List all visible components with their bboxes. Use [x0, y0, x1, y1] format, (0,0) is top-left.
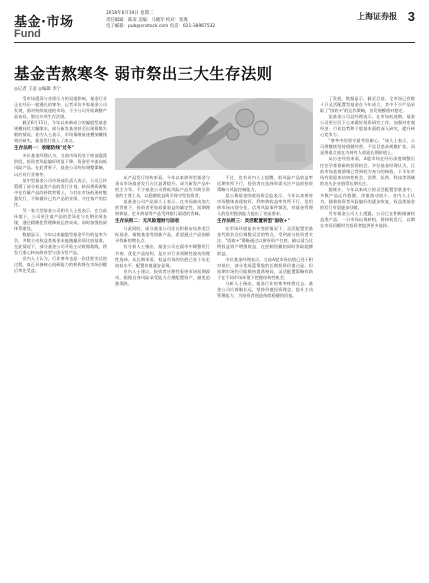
article-column-3: [217, 175, 313, 574]
paragraph: 与此同时，部分基金公司还在积极布局养老目标基金、指数基金等创新产品，希望通过产品创新寻找新的增长点。: [115, 226, 210, 244]
subhead-3: 生存法则三：灵活配置转型"固收+": [217, 219, 290, 225]
page-number: 3: [407, 9, 415, 24]
paragraph: 某公募基金固收投资总监表示，今年以来债券市场整体表现较好，利率债收益率有所下行，信用债市场出现分化，信用风险事件频发，对基金管理人的信用甄别能力提出了更高要求。: [217, 193, 313, 217]
paragraph: 某中型基金公司市场部负责人表示，公司已经暂缓了部分权益类产品的发行计划，转而将资源集中在存量产品的持续营销上。与其在市场低迷时勉强发行，不如做好已有产品的业绩，守住客户的信任。: [14, 177, 107, 207]
paragraph: 据统计，今年以来成立的灵活配置型基金中，多数产品运作稳健，净值波动较小。业内人士认为，随着投资者风险偏好的逐步恢复，权益类基金的发行有望逐步回暖。: [320, 186, 415, 210]
paragraph: 了发展。数据显示，截至目前，全市场已有数十只灵活配置型基金在今年成立，其中不少产品采取了"固收+"的运作策略，首发规模相对稳定。: [320, 96, 415, 114]
paragraph: 有分析人士指出，基金公司在弱市中调整发行节奏、优化产品结构，是应对行业周期性波动的理性选择。从长期来看，权益市场的估值已处于历史较低水平，配置价值逐步显现。: [115, 244, 210, 268]
article-column-2: [115, 175, 210, 574]
paragraph: 某基金公司总经理表示，在市场低迷期，基金公司更应沉下心来做好投资研究工作，加强对宏观经济、行业趋势和个股基本面的深入研究，提升核心竞争力。: [320, 114, 415, 138]
article-headline: 基金苦熬寒冬 弱市祭出三大生存法则: [14, 65, 273, 83]
paragraph: 数据显示，今年以来偏股型基金平均收益率为负，多数主动权益类基金未能跑赢业绩比较基准。在此情况下，部分基金公司开始主动收缩战线，将发行重心转向债券型与货币型产品。: [14, 231, 107, 256]
paragraph: 多位基金经理认为，当前市场仍处于底部震荡阶段，投资者风险偏好明显下降，资金更多流向低风险产品。在此背景下，基金公司纷纷调整策略，以应对行业寒冬。: [14, 153, 107, 177]
paragraph: 另一家大型基金公司相关人士也表示，在当前环境下，公司更注重产品的差异化与长期业绩表现，通过精细化管理降低运营成本，同时加强投研体系建设。: [14, 207, 107, 231]
contact-info: 电子邮箱：pub@cnstock.com 电话：021-38967532: [106, 24, 216, 30]
hand-with-coins-illustration: [115, 98, 313, 170]
article-photo: [115, 98, 313, 170]
paragraph: 在市场环境复杂多变的情况下，灵活配置型基金凭借其仓位调整灵活的特点，受到部分投资者关注。"固收+"策略通过以债券资产打底、辅以适当比例权益资产增强收益，在控制回撤的同时争取超额收益。: [217, 226, 313, 256]
paragraph: 多位基金经理表示，当前A股市场估值已处于相对低位，部分优质蓝筹股的长期投资价值凸显，但短期市场仍可能维持震荡格局，灵活配置策略有助于在不同市场环境下把握结构性机会。: [217, 256, 313, 280]
page-header: [14, 9, 415, 43]
editor-credits: 责任编辑：陈彦 美编：马晓军 校对：张燕: [106, 17, 188, 23]
section-title: 基金·市场: [14, 15, 74, 30]
paragraph: 分析人士指出，基金行业的寒冬终将过去，基金公司应着眼长远，坚持价值投资理念，提升主动管理能力，为投资者创造持续稳健的回报。: [217, 280, 313, 298]
issue-date: 2018年6月19日 星期二: [106, 11, 154, 16]
section-title-en: Fund: [14, 28, 41, 40]
paragraph: 截至6月15日，今年以来新成立的偏股型基金规模同比大幅缩水，部分新发基金甚至出现募集失败的情况。业内人士表示，市场情绪低迷叠加赚钱效应缺失，基金发行进入了冰点。: [14, 120, 107, 144]
paragraph: 从历史经验来看，A股市场在经历深度调整后往往孕育着新的投资机会。多位基金经理认为，目前市场悲观情绪已得到较为充分的释放，下半年市场有望迎来结构性机会，消费、医药、科技等领域的龙头企业值得长期关注。: [320, 156, 415, 186]
paragraph: 另有基金公司人士透露，公司已在积极储备权益类产品，一旦市场出现转机，将择机发行，以期在市场回暖时为投资者提供更多选择。: [320, 210, 415, 228]
issue-meta: [106, 11, 215, 31]
paragraph: 业内人士认为，行业寒冬也是一次优胜劣汰的过程，真正具备核心投研能力的机构将在市场回暖后率先受益。: [14, 256, 107, 274]
article-column-1: [14, 96, 107, 574]
paragraph: 不过，也有业内人士提醒，低风险产品收益率近期有所下行，投资者在选择时需关注产品的投资策略与风险控制能力。: [217, 175, 313, 193]
article-column-4: [320, 96, 415, 574]
header-divider: [14, 42, 415, 43]
paragraph: 受市场震荡与业绩压力的双重影响，基金行业正在经历一轮漫长的寒冬。记者采访多家基金公司发现，面对持续低迷的市场，不少公司开始调整产品布局，祭出多项生存法则。: [14, 96, 107, 120]
article-byline: ◎记者 王彦 ◎编辑 李宁: [14, 87, 61, 92]
subhead-2: 生存法则二：无风险理财与固收: [115, 219, 180, 225]
newspaper-name: 上海证券报: [357, 12, 397, 21]
subhead-1: 生存法则一：收缩防线"过冬": [14, 146, 74, 152]
paragraph: 业内人士建议，投资者应理性看待市场短期波动，根据自身风险承受能力合理配置资产，避免追涨杀跌。: [115, 268, 210, 286]
paragraph: "寒冬中的坚守最考验耐心。"该人士表示，公司将继续坚持稳健经营，不盲目追求规模扩张，而是将重点放在为持有人创造长期价值上。: [320, 138, 415, 156]
paragraph: 从产品发行结构来看，今年以来债券型基金与货币市场基金发行占比显著提升，成为新发产品中的主力军。不少基金公司将低风险产品作为吸引资金的主要工具，以稳健收益吸引保守型投资者。: [115, 175, 210, 199]
paragraph: 某基金公司产品部人士表示，在市场波动加大的背景下，投资者更加看重收益的确定性，短期理财债基、定开债基等产品受到银行渠道的青睐。: [115, 199, 210, 217]
